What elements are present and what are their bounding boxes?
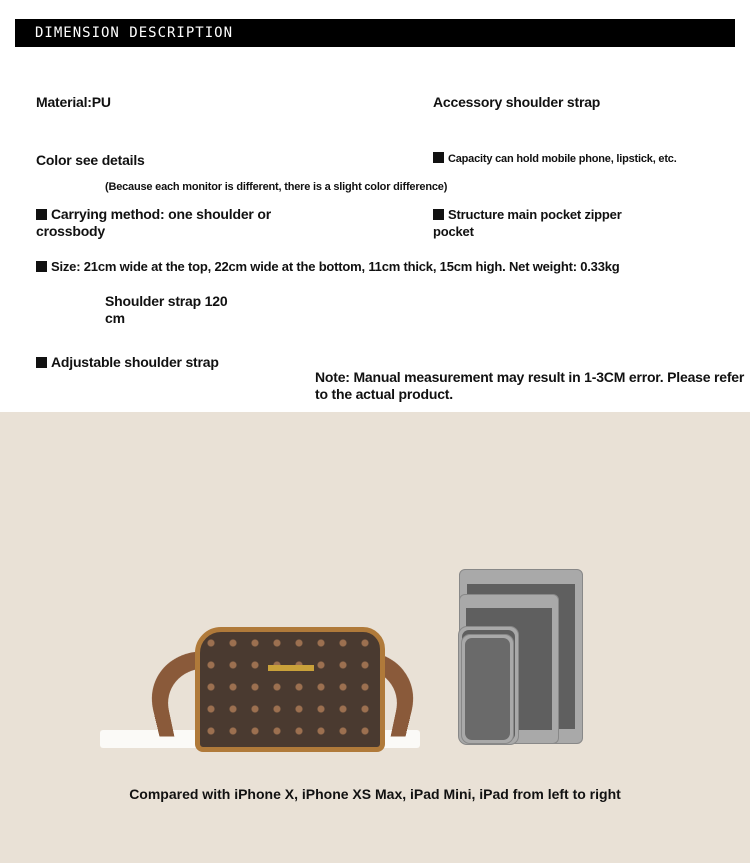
spec-strap-length: Shoulder strap 120 cm [105,293,228,326]
bullet-icon [36,261,47,272]
spec-accessory: Accessory shoulder strap [433,94,601,110]
spec-color-note: (Because each monitor is different, there is a slight color difference) [105,181,448,193]
spec-color: Color see details [36,152,145,168]
spec-capacity-text: Capacity can hold mobile phone, lipstick, etc. [448,153,677,165]
bullet-icon [433,209,444,220]
spec-size [36,258,656,275]
bullet-icon [36,357,47,368]
spec-adjustable [36,354,219,371]
bag-logo [268,665,314,671]
iphone-x-device [461,634,514,744]
measurement-note: Note: Manual measurement may result in 1-3CM error. Please refer to the actual product. [315,369,745,402]
spec-size-text: Size: 21cm wide at the top, 22cm wide at the bottom, 11cm thick, 15cm high. Net weight: 0.33kg [51,259,620,274]
spec-structure-text: Structure main pocket zipper pocket [433,207,622,239]
spec-carrying [36,206,306,240]
section-header: DIMENSION DESCRIPTION [15,19,735,47]
spec-carrying-text: Carrying method: one shoulder or crossbody [36,206,271,239]
spec-material: Material:PU [36,94,111,110]
bullet-icon [36,209,47,220]
spec-structure [433,206,663,240]
bag-body [195,627,385,752]
spec-capacity [433,151,677,168]
photo-caption: Compared with iPhone X, iPhone XS Max, iPad Mini, iPad from left to right [129,786,621,802]
bullet-icon [433,152,444,163]
spec-adjustable-text: Adjustable shoulder strap [51,354,219,370]
